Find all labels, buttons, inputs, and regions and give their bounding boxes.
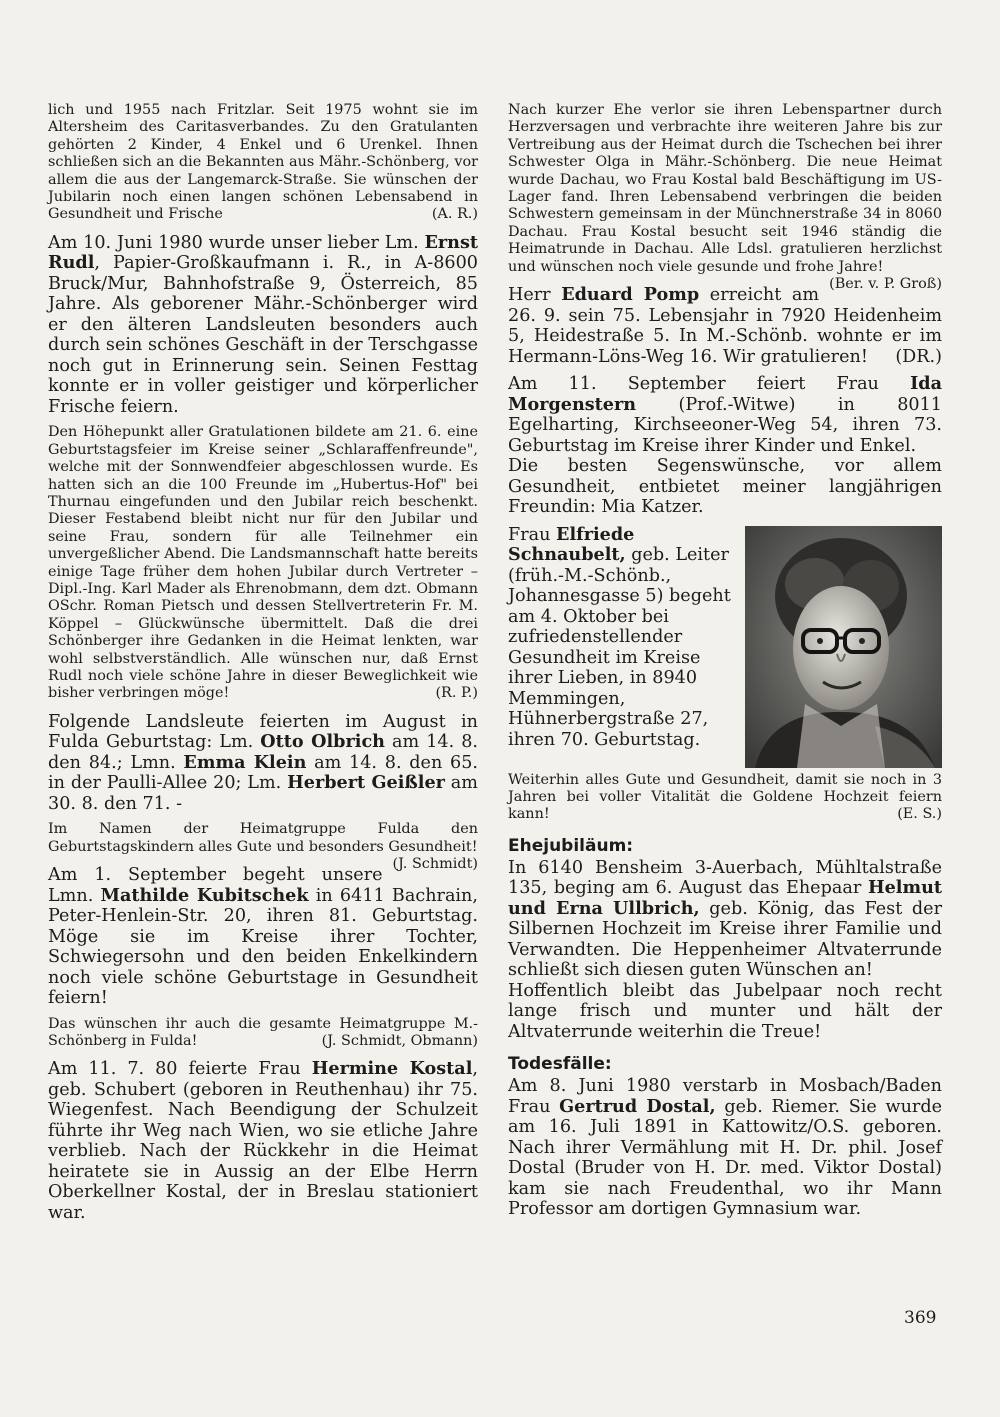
- signature: (E. S.): [897, 806, 942, 823]
- section-heading-ehejubilaeum: Ehejubiläum:: [508, 835, 634, 856]
- paragraph-text: Nach kurzer Ehe verlor sie ihren Lebenspartner durch Herzversagen und verbrachte ihre weiteren Jahre bis zur Vertreibung aus der Heimat durch die Tschechen bei ihrer Schwester Olga in Mähr.-Schönberg. Die neue Heimat wurde Dachau, wo Frau Kostal bald Beschäftigung im US-Lager fand. Ihren Lebensabend verbringen die beiden Schwestern gemeinsam in der Münchnerstraße 34 in 8060 Dachau. Frau Kostal besucht seit 1946 ständig die Heimatrunde in Dachau. Alle Ldsl. gratulieren herzlichst und wünschen noch viele gesunde und frohe Jahre!: [508, 102, 942, 275]
- paragraph-text: Am 8. Juni 1980 verstarb in Mosbach/Baden Frau Gertrud Dostal, geb. Riemer. Sie wurde am 16. Juli 1891 in Kattowitz/O.S. geboren. Nach ihrer Vermählung mit H. Dr. phil. Josef Dostal (Bruder von H. Dr. med. Viktor Dostal) kam sie nach Freudenthal, wo ihr Mann Professor am dortigen Gymnasium war.: [508, 1076, 942, 1220]
- birthday-notice-schnaubelt-wishes: [508, 772, 942, 824]
- portrait-photo: [745, 526, 942, 768]
- obituary-section: [508, 1076, 942, 1220]
- paragraph-text: Den Höhepunkt aller Gratulationen bildete am 21. 6. eine Geburtstagsfeier im Kreise seiner „Schlaraffenfreunde", welche mit der Sonnwendfeier abgeschlossen wurde. Es hatten sich an die 100 Freunde im „Hubertus-Hof" bei Thurnau eingefunden und den Jubilar reich beschenkt. Dieser Festabend bleibt nicht nur für den Jubilar und seine Frau, sondern für alle Teilnehmer ein unvergeßlicher Abend. Die Landsmannschaft hatte bereits einige Tage früher dem hohen Jubilar durch Vertreter – Dipl.-Ing. Karl Mader als Ehrenobmann, dem dzt. Obmann OSchr. Roman Pietsch und dessen Stellvertreterin Fr. M. Köppel – Glückwünsche übermittelt. Daß die drei Schönberger ihre Gedanken in die Heimat lenkten, war wohl selbstverständlich. Alle wünschen nur, daß Ernst Rudl noch viele schöne Jahre in dieser Beweglichkeit wie bisher verbringen möge!: [48, 424, 478, 702]
- paragraph-text: Am 1. September begeht unsere Lmn. Mathilde Kubitschek in 6411 Bachrain, Peter-Henlein-Str. 20, ihren 81. Geburtstag. Möge sie im Kreise ihrer Tochter, Schwiegersohn und den beiden Enkelkindern noch viele schöne Geburtstage in Gesundheit feiern!: [48, 865, 478, 1009]
- article-paragraph: [508, 1076, 942, 1220]
- article-paragraph: [48, 424, 478, 703]
- paragraph-text: lich und 1955 nach Fritzlar. Seit 1975 wohnt sie im Altersheim des Caritasverbandes. Zu den Gratulanten gehörten 2 Kinder, 4 Enkel und 6 Urenkel. Ihnen schließen sich an die Bekannten aus Mähr.-Schönberg, vor allem die aus der Langemarck-Straße. Sie wünschen der Jubilarin noch einen langen schönen Lebensabend in Gesundheit und Frische: [48, 102, 478, 223]
- signature: (J. Schmidt, Obmann): [321, 1033, 478, 1050]
- paragraph-text: In 6140 Bensheim 3-Auerbach, Mühltalstraße 135, beging am 6. August das Ehepaar Helmut und Erna Ullbrich, geb. König, das Fest der Silbernen Hochzeit im Kreise ihrer Familie und Verwandten. Die Heppenheimer Altvaterrunde schließt sich diesen guten Wünschen an! Hoffentlich bleibt das Jubelpaar noch recht lange frisch und munter und hält der Altvaterrunde weiterhin die Treue!: [508, 857, 942, 1042]
- article-paragraph: [48, 233, 478, 418]
- right-column-top: [508, 102, 942, 518]
- article-paragraph: [48, 102, 478, 224]
- article-paragraph: [48, 712, 478, 815]
- wishes-text: Weiterhin alles Gute und Gesundheit, damit sie noch in 3 Jahren bei voller Vitalität die Goldene Hochzeit feiern kann!: [508, 771, 942, 823]
- paragraph-text: Am 11. September feiert Frau Ida Morgenstern (Prof.-Witwe) in 8011 Egelharting, Kirchseeoner-Weg 54, ihren 73. Geburtstag im Kreise ihrer Kinder und Enkel. Die besten Segenswünsche, vor allem Gesundheit, entbietet meiner langjährigen Freundin: Mia Katzer.: [508, 373, 942, 518]
- paragraph-text: Am 11. 7. 80 feierte Frau Hermine Kostal, geb. Schubert (geboren in Reuthenhau) ihr 75. Wiegenfest. Nach Beendigung der Schulzeit führte ihr Weg nach Wien, wo sie etliche Jahre verblieb. Nach der Rückkehr in die Heimat heiratete sie in Aussig an der Elbe Herrn Oberkellner Kostal, der in Breslau stationiert war.: [48, 1058, 478, 1223]
- signature: (DR.): [895, 346, 942, 367]
- article-paragraph: [48, 865, 478, 1009]
- signature: (A. R.): [431, 206, 478, 223]
- page-number: 369: [904, 1308, 937, 1328]
- paragraph-text: Herr Eduard Pomp erreicht am 26. 9. sein 75. Lebensjahr in 7920 Heidenheim 5, Heidestraße 5. In M.-Schönb. wohnte er im Hermann-Löns-Weg 16. Wir gratulieren!: [508, 284, 942, 367]
- paragraph-text: Am 10. Juni 1980 wurde unser lieber Lm. Ernst Rudl, Papier-Großkaufmann i. R., in A-8600 Bruck/Mur, Bahnhofstraße 9, Österreich, 85 Jahre. Als geborener Mähr.-Schönberger wird er den älteren Landsleuten besonders auch durch sein schönes Geschäft in der Terschgasse noch gut in Erinnerung sein. Seinen Festtag konnte er in voller geistiger und körperlicher Frische feiern.: [48, 231, 478, 417]
- paragraph-text: Folgende Landsleute feierten im August in Fulda Geburtstag: Lm. Otto Olbrich am 14. 8. den 84.; Lmn. Emma Klein am 14. 8. den 65. in der Paulli-Allee 20; Lm. Herbert Geißler am 30. 8. den 71. -: [48, 711, 479, 814]
- article-paragraph: [508, 858, 942, 1043]
- article-paragraph: [48, 1016, 478, 1051]
- article-paragraph: [508, 374, 942, 518]
- section-heading-todesfaelle: Todesfälle:: [508, 1054, 612, 1075]
- paragraph-text: Im Namen der Heimatgruppe Fulda den Geburtstagskindern alles Gute und besonders Gesundheit!: [48, 821, 478, 855]
- signature: (Ber. v. P. Groß): [829, 276, 942, 293]
- right-column: [508, 102, 942, 1227]
- paragraph-text: Das wünschen ihr auch die gesamte Heimatgruppe M.-Schönberg in Fulda!: [48, 1015, 478, 1050]
- birthday-photo-block: [508, 525, 942, 824]
- article-paragraph: [48, 1059, 478, 1223]
- article-paragraph: [508, 102, 942, 293]
- signature: (J. Schmidt): [392, 856, 478, 873]
- left-column: [48, 102, 478, 1230]
- anniversary-section: [508, 858, 942, 1043]
- article-paragraph: [508, 285, 942, 367]
- signature: (R. P.): [435, 685, 478, 702]
- article-paragraph: [48, 821, 478, 873]
- birthday-notice-schnaubelt: Frau Elfriede Schnaubelt, geb. Leiter (früh.-M.-Schönb., Johannesgasse 5) begeht am 4. Oktober bei zufriedenstellender Gesundheit im Kreise ihrer Lieben, in 8940 Memmingen, Hühnerbergstraße 27, ihren 70. Geburtstag.: [508, 523, 731, 750]
